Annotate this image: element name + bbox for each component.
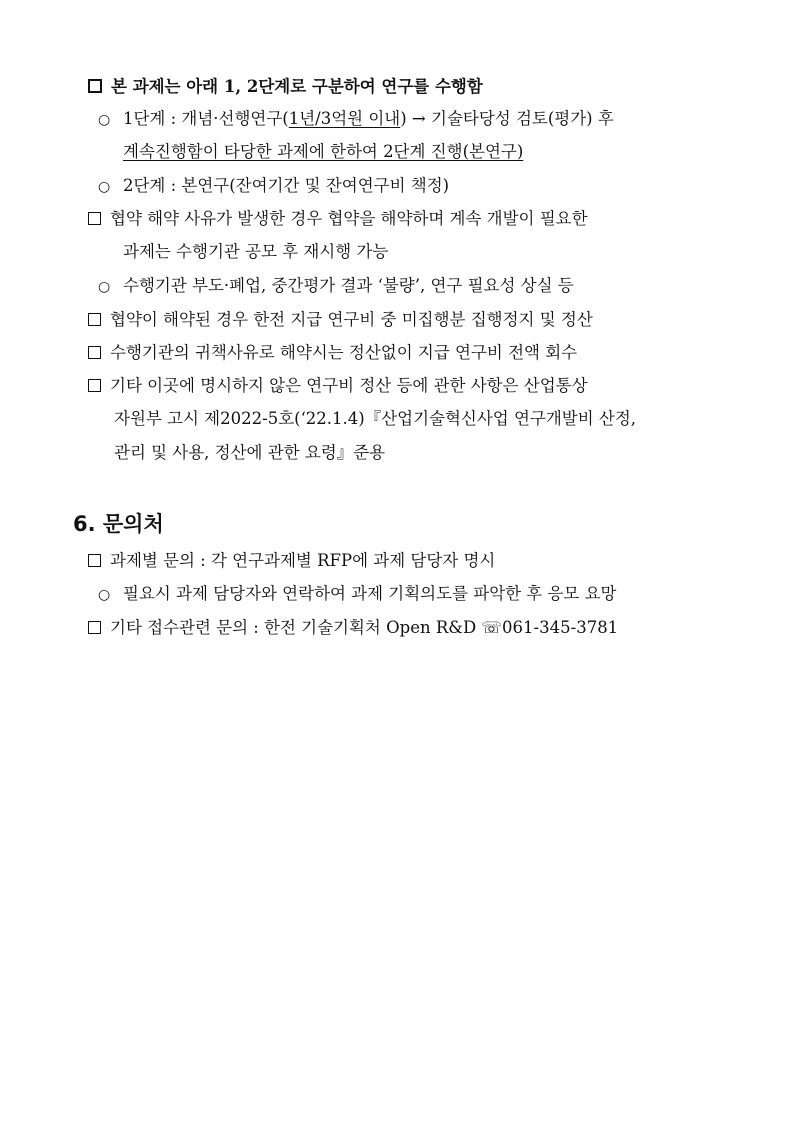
bullet-text: 본 과제는 아래 1, 2단계로 구분하여 연구를 수행함	[111, 77, 483, 96]
circle-bullet-icon: ○	[98, 587, 111, 603]
sub-item-text: 필요시 과제 담당자와 연락하여 과제 기획의도를 파악한 후 응모 요망	[123, 584, 617, 603]
checkbox-square-icon	[88, 79, 102, 93]
bullet-text: 기타 이곳에 명시하지 않은 연구비 정산 등에 관한 사항은 산업통상	[110, 376, 588, 395]
bullet-other-matters-cont1	[114, 407, 636, 431]
checkbox-square-icon	[88, 554, 101, 567]
sub-item-contact-manager	[98, 582, 617, 607]
stage2-text: 2단계 : 본연구(잔여기간 및 잔여연구비 책정)	[123, 176, 450, 195]
checkbox-square-icon	[88, 346, 101, 359]
stage1-cont-underlined: 계속진행함이 타당한 과제에 한하여 2단계 진행(본연구)	[123, 142, 524, 161]
checkbox-square-icon	[88, 379, 101, 392]
section-title-inquiry: 6. 문의처	[73, 512, 164, 536]
bullet-other-matters-cont2	[114, 441, 385, 465]
bullet-other-inquiry	[88, 616, 618, 640]
circle-bullet-icon: ○	[98, 179, 111, 195]
stage1-prefix: 1단계 : 개념·선행연구(	[123, 109, 289, 128]
bullet-terminated-settlement	[88, 308, 593, 332]
bullet-main-stages	[88, 75, 483, 99]
checkbox-square-icon	[88, 621, 101, 634]
sub-item-text: 수행기관 부도·폐업, 중간평가 결과 ‘불량’, 연구 필요성 상실 등	[123, 276, 574, 295]
bullet-text: 수행기관의 귀책사유로 해약시는 정산없이 지급 연구비 전액 회수	[110, 343, 578, 362]
bullet-text: 관리 및 사용, 정산에 관한 요령』준용	[114, 443, 386, 462]
bullet-text: 기타 접수관련 문의 : 한전 기술기획처 Open R&D ☏061-345-3781	[110, 618, 619, 637]
bullet-per-project-inquiry	[88, 549, 495, 573]
bullet-other-matters	[88, 374, 588, 398]
bullet-fault-recovery	[88, 341, 577, 365]
checkbox-square-icon	[88, 212, 101, 225]
bullet-text: 자원부 고시 제2022-5호(‘22.1.4)『산업기술혁신사업 연구개발비 산정,	[114, 409, 637, 428]
sub-item-stage1	[98, 107, 614, 132]
stage1-underlined: 1년/3억원 이내	[288, 109, 401, 128]
sub-item-stage2	[98, 174, 449, 199]
bullet-text: 과제는 수행기관 공모 후 재시행 가능	[123, 242, 389, 261]
circle-bullet-icon: ○	[98, 112, 111, 128]
bullet-contract-termination-cont	[123, 240, 388, 264]
stage1-suffix: ) → 기술타당성 검토(평가) 후	[400, 109, 614, 128]
circle-bullet-icon: ○	[98, 279, 111, 295]
bullet-text: 협약이 해약된 경우 한전 지급 연구비 중 미집행분 집행정지 및 정산	[110, 310, 593, 329]
checkbox-square-icon	[88, 313, 101, 326]
sub-item-stage1-continued	[123, 140, 523, 164]
bullet-text: 협약 해약 사유가 발생한 경우 협약을 해약하며 계속 개발이 필요한	[110, 209, 588, 228]
sub-item-termination-reasons	[98, 274, 574, 299]
bullet-text: 과제별 문의 : 각 연구과제별 RFP에 과제 담당자 명시	[110, 551, 496, 570]
bullet-contract-termination	[88, 207, 588, 231]
